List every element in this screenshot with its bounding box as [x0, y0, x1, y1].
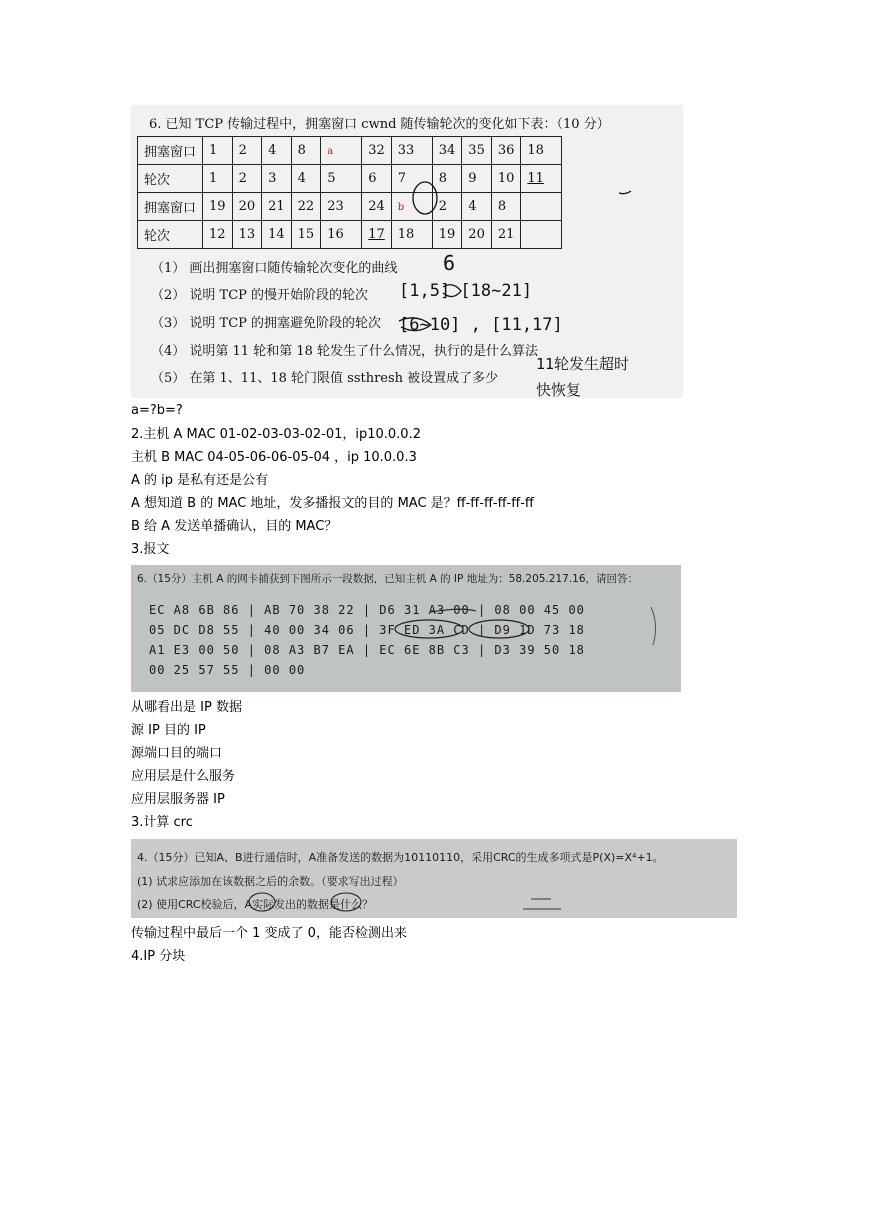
table-cell: 19	[432, 221, 462, 249]
table-cell: 8	[291, 137, 321, 165]
text-line: 4.IP 分块	[131, 949, 186, 964]
table-cell: 2	[232, 137, 262, 165]
table-cell: 18	[521, 137, 562, 165]
table-cell: 36	[491, 137, 521, 165]
table-cell: 22	[291, 193, 321, 221]
table-cell: 8	[491, 193, 521, 221]
text-line: 应用层服务器 IP	[131, 792, 225, 807]
table-cell: 4	[262, 137, 292, 165]
table-cell: 15	[291, 221, 321, 249]
table-cell: 1	[203, 137, 233, 165]
text-line: 应用层是什么服务	[131, 769, 236, 784]
text-line: 3.报文	[131, 542, 170, 557]
table-cell: 20	[462, 221, 492, 249]
hex-row: 05 DC D8 55 | 40 00 34 06 | 3F ED 3A CD | D9 1D 73 18	[149, 623, 585, 637]
crc-question-line: (2) 使用CRC校验后，A实际发出的数据是什么？	[137, 898, 374, 911]
table-cell: 10	[491, 165, 521, 193]
question-4: （4） 说明第 11 轮和第 18 轮发生了什么情况，执行的是什么算法	[151, 344, 539, 359]
handwriting-strokes	[131, 105, 683, 398]
table-cell: 21	[262, 193, 292, 221]
table-cell: 12	[203, 221, 233, 249]
table-cell: 2	[432, 193, 462, 221]
row-label: 轮次	[138, 221, 203, 249]
crc-question-photo	[131, 839, 737, 918]
text-line: 传输过程中最后一个 1 变成了 0，能否检测出来	[131, 926, 407, 941]
table-cell: 19	[203, 193, 233, 221]
handwritten-six: 6	[443, 251, 456, 275]
row-label: 拥塞窗口	[138, 193, 203, 221]
table-cell: 17	[362, 221, 392, 249]
crc-marks	[131, 839, 737, 918]
table-cell: 5	[321, 165, 362, 193]
table-cell: 6	[362, 165, 392, 193]
text-line: a=?b=?	[131, 403, 183, 418]
text-line: 从哪看出是 IP 数据	[131, 700, 242, 715]
handwritten-answer-3: [6~10] , [11,17]	[399, 315, 563, 335]
row-label: 拥塞窗口	[138, 137, 203, 165]
table-cell: 1	[203, 165, 233, 193]
table-cell: 33	[391, 137, 432, 165]
row-label: 轮次	[138, 165, 203, 193]
text-line: A 的 ip 是私有还是公有	[131, 473, 269, 488]
question-5: （5） 在第 1、11、18 轮门限值 ssthresh 被设置成了多少	[151, 371, 499, 386]
mark-a: a	[327, 146, 334, 157]
table-cell: 32	[362, 137, 392, 165]
crc-question-line: 4.（15分）已知A、B进行通信时，A准备发送的数据为10110110，采用CRC的生成多项式是P(X)=X⁴+1。	[137, 851, 664, 864]
question-3: （3） 说明 TCP 的拥塞避免阶段的轮次	[151, 316, 382, 331]
text-line: B 给 A 发送单播确认，目的 MAC？	[131, 519, 338, 534]
handwritten-answer-5: 快恢复	[536, 381, 582, 398]
text-line: 3.计算 crc	[131, 815, 193, 830]
text-line: 2.主机 A MAC 01-02-03-03-02-01，ip10.0.0.2	[131, 427, 421, 442]
tcp-question-heading: 6. 已知 TCP 传输过程中，拥塞窗口 cwnd 随传输轮次的变化如下表：（10 分）	[149, 117, 610, 132]
table-cell: 14	[262, 221, 292, 249]
table-cell: 7	[391, 165, 432, 193]
table-cell: 2	[232, 165, 262, 193]
table-cell: 4	[291, 165, 321, 193]
hex-row: 00 25 57 55 | 00 00	[149, 663, 306, 677]
text-line: 源端口目的端口	[131, 746, 223, 761]
table-cell: 3	[262, 165, 292, 193]
handwritten-answer-2: [1,5] [18~21]	[399, 281, 533, 301]
tcp-question-photo	[131, 105, 683, 398]
table-cell: 16	[321, 221, 362, 249]
table-cell: 35	[462, 137, 492, 165]
table-cell: 20	[232, 193, 262, 221]
table-cell: 23	[321, 193, 362, 221]
table-cell: 9	[462, 165, 492, 193]
table-cell: 34	[432, 137, 462, 165]
handwritten-answer-4: 11轮发生超时	[536, 355, 630, 373]
packet-capture-photo	[131, 565, 681, 692]
table-cell: 24	[362, 193, 392, 221]
text-line: A 想知道 B 的 MAC 地址，发多播报文的目的 MAC 是？ff-ff-ff-ff-ff-ff	[131, 496, 534, 511]
table-cell: 21	[491, 221, 521, 249]
table-cell: 8	[432, 165, 462, 193]
text-line: 源 IP 目的 IP	[131, 723, 206, 738]
crc-question-line: (1) 试求应添加在该数据之后的余数。（要求写出过程）	[137, 875, 404, 888]
table-cell: 11	[521, 165, 562, 193]
hex-row: A1 E3 00 50 | 08 A3 B7 EA | EC 6E 8B C3 | D3 39 50 18	[149, 643, 585, 657]
table-cell: 13	[232, 221, 262, 249]
hex-circle-marks	[131, 565, 681, 692]
hex-row: EC A8 6B 86 | AB 70 38 22 | D6 31 A3 00 | 08 00 45 00	[149, 603, 585, 617]
table-cell: 18	[391, 221, 432, 249]
question-2: （2） 说明 TCP 的慢开始阶段的轮次	[151, 288, 369, 303]
packet-question-title: 6.（15分）主机 A 的网卡捕获到下图所示一段数据，已知主机 A 的 IP 地址为：58.205.217.16，请回答：	[137, 573, 639, 585]
question-1: （1） 画出拥塞窗口随传输轮次变化的曲线	[151, 261, 398, 276]
text-line: 主机 B MAC 04-05-06-06-05-04 ，ip 10.0.0.3	[131, 450, 417, 465]
mark-b: b	[397, 202, 405, 213]
table-cell: 4	[462, 193, 492, 221]
